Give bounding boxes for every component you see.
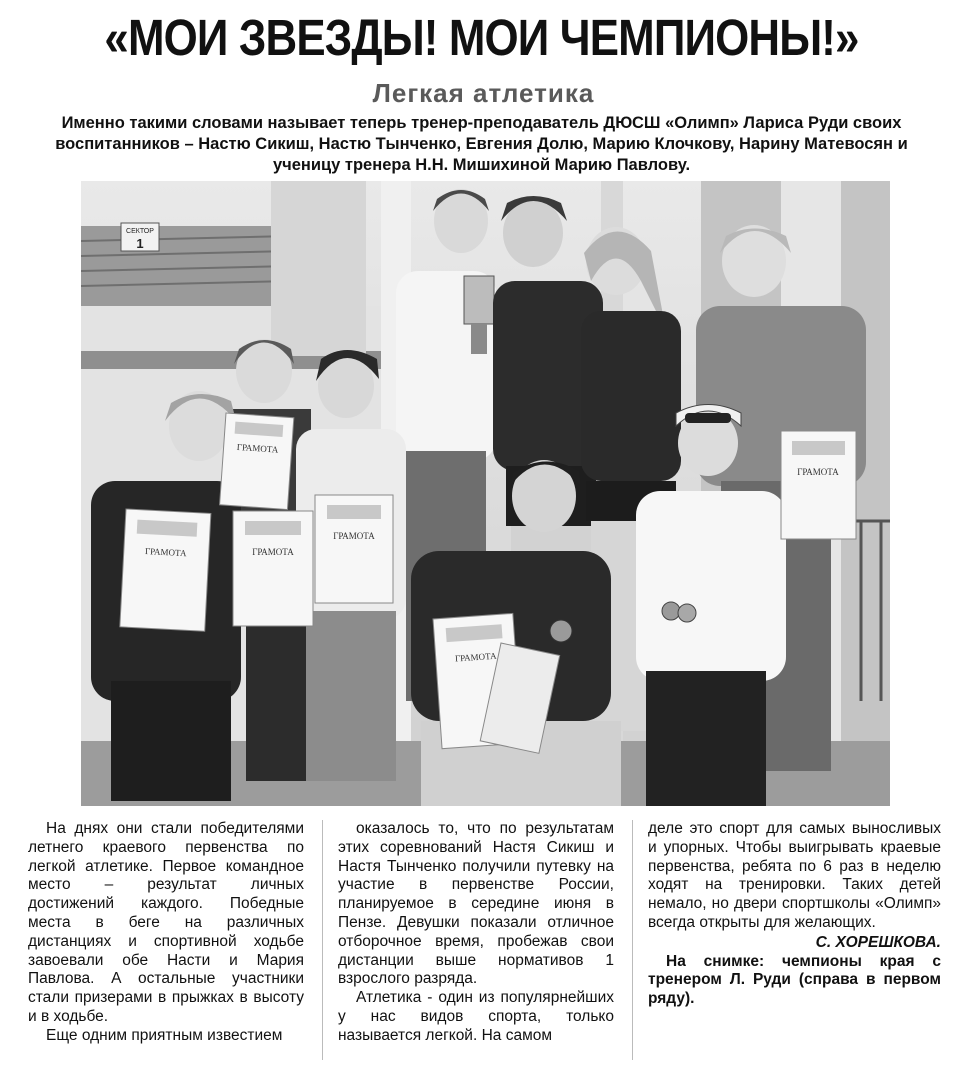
lead-paragraph: Именно такими словами называет теперь тренер-преподаватель ДЮСШ «Олимп» Лариса Руди своих воспитанников – Настю Сикиш, Настю Тынченко, Евгения Долю, Марию Клочкову, Нарину Матевосян и ученицу тренера Н.Н. Мишихиной Марию Павлову.	[55, 114, 908, 174]
rubric: Легкая атлетика	[372, 78, 595, 108]
body-paragraph: оказалось то, что по результатам этих соревнований Настя Сикиш и Настя Тынченко получили путевку на участие в первенстве России, планируемое в середине июня в Пензе. Девушки показали отличное отборочное время, пробежав свои дистанции выше нормативов 1 взрослого разряда.	[338, 820, 614, 988]
article-column-3	[648, 820, 941, 1009]
sector-sign-label: СЕКТОР	[126, 228, 154, 235]
photo-caption: На снимке: чемпионы края с тренером Л. Руди (справа в первом ряду).	[648, 952, 941, 1008]
diploma-label: ГРАМОТА	[333, 531, 375, 541]
headline: «МОИ ЗВЕЗДЫ! МОИ ЧЕМПИОНЫ!»	[104, 9, 859, 66]
diploma-label: ГРАМОТА	[252, 547, 294, 557]
diploma-label: ГРАМОТА	[236, 441, 279, 455]
sector-sign-number: 1	[136, 236, 144, 251]
diploma-label: ГРАМОТА	[797, 467, 839, 477]
body-paragraph: Еще одним приятным известием	[46, 1026, 283, 1044]
article-column-2	[338, 820, 614, 1046]
diploma-label: ГРАМОТА	[454, 650, 497, 664]
body-paragraph: На днях они стали победителями летнего краевого первенства по легкой атлетике. Первое командное место – результат личных достижений каждого. Победные места в беге на различных дистанциях и спортивной ходьбе завоевали обе Насти и Мария Павлова. А остальные участники стали призерами в прыжках в высоту и в ходьбе.	[28, 820, 304, 1025]
article-column-1	[28, 820, 304, 1046]
author-signature: С. ХОРЕШКОВА.	[815, 933, 941, 951]
column-divider	[632, 820, 633, 1060]
column-divider	[322, 820, 323, 1060]
body-paragraph: Атлетика - один из популярнейших у нас видов спорта, только называется легкой. На самом	[338, 989, 614, 1044]
team-photo	[81, 181, 890, 806]
body-paragraph: деле это спорт для самых выносливых и упорных. Чтобы выигрывать краевые первенства, ребята по 6 раз в неделю ходят на тренировки. Таких детей немало, но двери спортшколы «Олимп» всегда открыты для желающих.	[648, 820, 941, 931]
diploma-label: ГРАМОТА	[144, 546, 187, 559]
photo-illustration	[81, 181, 890, 806]
